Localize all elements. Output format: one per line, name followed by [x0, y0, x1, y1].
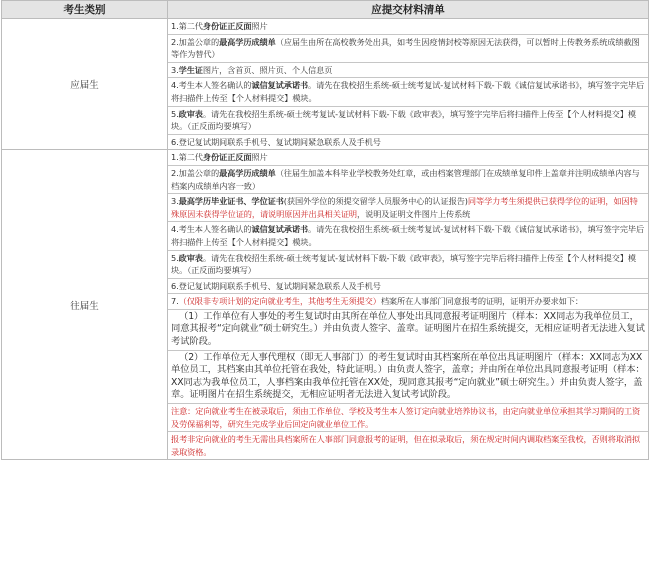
fresh-item-2: 2.加盖公章的最高学历成绩单（应届生由所在高校教务处出具，如考生因疫情封校等原因无法获得，可以暂时上传教务系统成绩截图等作为替代）: [168, 35, 648, 63]
past-item-7-para-2: （2）工作单位无人事代理权（即无人事部门）的考生复试时由其档案所在单位出具证明图片（样本：XX同志为XX单位员工，其档案由其单位托管在我处，特此证明。）由负责人签字，盖章；并由所在单位出具同意报考证明（样本：XX同志为我单位员工，人事档案由我单位托管在XX处，现同意其报考“定向就业”硕士研究生。）并由负责人签字，盖章。证明图片在招生系统提交，无相应证明者无法进入复试考试阶段。: [168, 351, 648, 404]
header-row: [2, 1, 649, 19]
fresh-item-6: 6.登记复试期间联系手机号、复试期间紧急联系人及手机号: [171, 136, 381, 147]
past-item-4: 4.考生本人签名确认的诚信复试承诺书。请先在我校招生系统-硕士统考复试-复试材料下载-下载《诚信复试承诺书》，填写签字完毕后将扫描件上传至【个人材料提交】模块。: [168, 222, 648, 250]
past-item-7-para-1: （1）工作单位有人事处的考生复试时由其所在单位人事处出具同意报考证明图片（样本：XX同志为我单位员工，同意其报考“定向就业”硕士研究生。）并由负责人签字、盖章。证明图片在招生系统提交，无相应证明者无法进入复试考试阶段。: [168, 310, 648, 351]
past-row: [2, 150, 649, 460]
past-note-1: 注意：定向就业考生在被录取后，须由工作单位、学校及考生本人签订定向就业培养协议书，由定向就业单位承担其学习期间的工资及劳保福利等，研究生完成学业后回定向就业单位工作。: [168, 404, 648, 432]
past-item-7: 7.（仅限非专项计划的定向就业考生，其他考生无须提交）档案所在人事部门同意报考的证明，证明开办要求如下：: [168, 294, 648, 310]
past-items: [168, 150, 649, 460]
fresh-item-1: 1.第二代身份证正反面照片: [168, 19, 648, 35]
materials-table: [1, 0, 649, 460]
category-past: 往届生: [2, 150, 168, 460]
fresh-item-5: 5.政审表。请先在我校招生系统-硕士统考复试-复试材料下载-下载《政审表》，填写签字完毕后将扫描件上传至【个人材料提交】模块。（正反面均要填写）: [168, 107, 648, 135]
past-item-3-red-note: 同等学力考生须提供已获得学位的证明，如因特殊原因未获得学位证的，请说明原因并出具相关证明: [171, 196, 638, 219]
fresh-row: [2, 19, 649, 150]
past-item-7-red-note: （仅限非专项计划的定向就业考生，其他考生无须提交）: [178, 296, 381, 307]
past-item-1: 1.第二代身份证正反面照片: [168, 150, 648, 166]
fresh-item-4: 4.考生本人签名确认的诚信复试承诺书。请先在我校招生系统-硕士统考复试-复试材料下载-下载《诚信复试承诺书》，填写签字完毕后将扫描件上传至【个人材料提交】模块。: [168, 78, 648, 106]
fresh-item-3: 3.学生证图片，含首页、照片页、个人信息页: [168, 63, 648, 79]
past-note-2: 报考非定向就业的考生无需出具档案所在人事部门同意报考的证明，但在拟录取后，须在规定时间内调取档案至我校，否则将取消拟录取资格。: [171, 434, 641, 457]
past-item-3: 3.最高学历毕业证书、学位证书(获国外学位的须提交留学人员服务中心的认证报告)同等学力考生须提供已获得学位的证明，如因特殊原因未获得学位证的，请说明原因并出具相关证明，说明及证明文件图片上传系统: [168, 194, 648, 222]
header-category: 考生类别: [2, 1, 168, 19]
fresh-items: [168, 19, 649, 150]
category-fresh: 应届生: [2, 19, 168, 150]
past-item-6: 6.登记复试期间联系手机号、复试期间紧急联系人及手机号: [168, 279, 648, 295]
past-item-5: 5.政审表。请先在我校招生系统-硕士统考复试-复试材料下载-下载《政审表》，填写签字完毕后将扫描件上传至【个人材料提交】模块。（正反面均要填写）: [168, 251, 648, 279]
past-item-2: 2.加盖公章的最高学历成绩单（往届生加盖本科毕业学校教务处红章，或由档案管理部门在成绩单复印件上盖章并注明成绩单内容与档案内成绩单内容一致）: [168, 166, 648, 194]
header-materials: 应提交材料清单: [168, 1, 649, 19]
